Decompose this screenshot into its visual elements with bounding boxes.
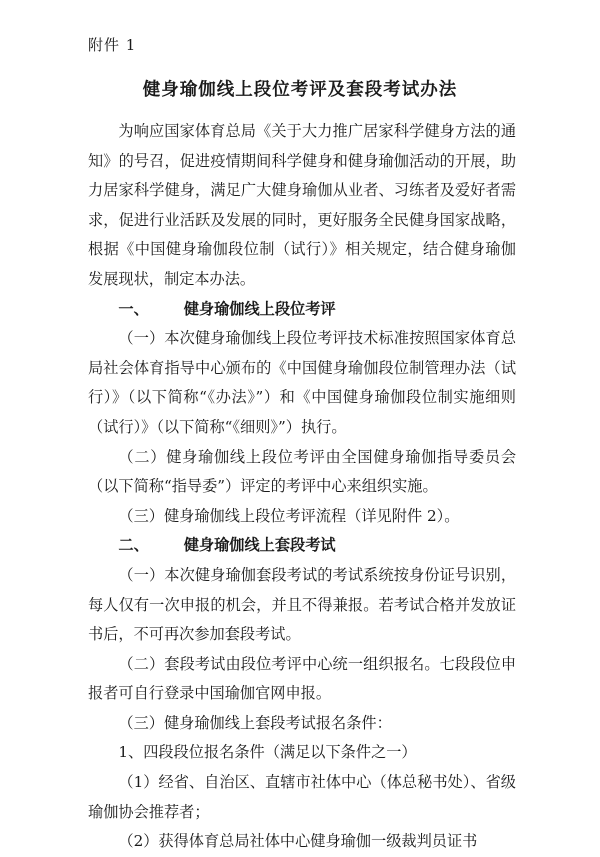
- section-2-paragraph-6: （2）获得体育总局社体中心健身瑜伽一级裁判员证书: [118, 832, 478, 851]
- section-heading-2: [88, 531, 516, 561]
- document-body: [88, 117, 516, 857]
- section-number-1: 一、: [118, 299, 149, 318]
- section-title-1: 健身瑜伽线上段位考评: [183, 299, 336, 318]
- intro-paragraph: 为响应国家体育总局《关于大力推广居家科学健身方法的通知》的号召，促进疫情期间科学健身和健身瑜伽活动的开展，助力居家科学健身，满足广大健身瑜伽从业者、习练者及爱好者需求，促进行业活跃及发展的同时，更好服务全民健身国家战略，根据《中国健身瑜伽段位制（试行）》相关规定，结合健身瑜伽发展现状，制定本办法。: [88, 122, 516, 288]
- document-title: 健身瑜伽线上段位考评及套段考试办法: [142, 80, 458, 100]
- section-2-paragraph-2: （二）套段考试由段位考评中心统一组织报名。七段段位申报者可自行登录中国瑜伽官网申报。: [88, 654, 516, 703]
- section-1-paragraph-2: （二）健身瑜伽线上段位考评由全国健身瑜伽指导委员会（以下简称“指导委”）评定的考评中心来组织实施。: [88, 447, 516, 496]
- section-number-2: 二、: [118, 536, 149, 555]
- section-2-paragraph-4: 1、四段段位报名条件（满足以下条件之一）: [118, 743, 417, 762]
- section-1-paragraph-1: （一）本次健身瑜伽线上段位考评技术标准按照国家体育总局社会体育指导中心颁布的《中国健身瑜伽段位制管理办法（试行）》（以下简称“《办法》”）和《中国健身瑜伽段位制实施细则（试行）》（以下简称“《细则》”）执行。: [88, 329, 516, 436]
- attachment-label: 附件 1: [88, 36, 137, 54]
- section-2-paragraph-1: （一）本次健身瑜伽套段考试的考试系统按身份证号识别，每人仅有一次申报的机会，并且不得兼报。若考试合格并发放证书后，不可再次参加套段考试。: [88, 565, 516, 644]
- section-2-paragraph-5: （1）经省、自治区、直辖市社体中心（体总秘书处）、省级瑜伽协会推荐者；: [88, 773, 516, 821]
- section-2-paragraph-3: （三）健身瑜伽线上套段考试报名条件：: [118, 713, 392, 732]
- section-1-paragraph-3: （三）健身瑜伽线上段位考评流程（详见附件 2）。: [118, 506, 460, 525]
- section-heading-1: [88, 295, 516, 325]
- section-title-2: 健身瑜伽线上套段考试: [183, 536, 336, 555]
